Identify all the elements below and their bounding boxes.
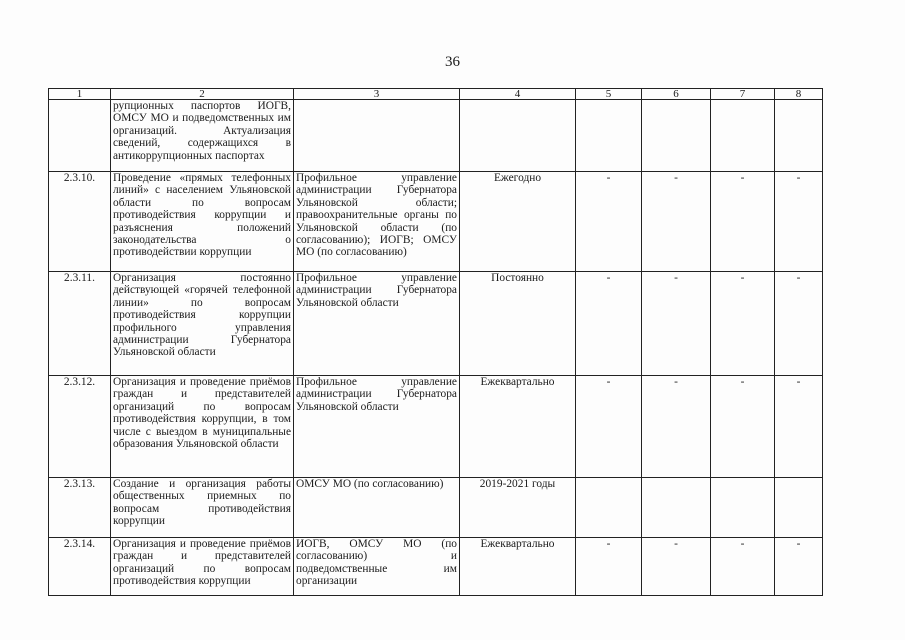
col7-cell: - bbox=[711, 538, 775, 596]
row-number bbox=[49, 100, 111, 172]
col5-cell: - bbox=[576, 272, 642, 376]
column-header-4: 4 bbox=[460, 89, 576, 100]
col6-cell: - bbox=[642, 172, 711, 272]
table-row bbox=[49, 478, 823, 538]
term-cell: Постоянно bbox=[460, 272, 576, 376]
col6-cell bbox=[642, 478, 711, 538]
term-cell: Ежеквартально bbox=[460, 538, 576, 596]
col8-cell: - bbox=[775, 272, 823, 376]
col6-cell bbox=[642, 100, 711, 172]
column-header-8: 8 bbox=[775, 89, 823, 100]
executor-cell: ИОГВ, ОМСУ МО (по согласованию) и подведомственные им организации bbox=[294, 538, 460, 596]
table-row bbox=[49, 376, 823, 478]
row-number: 2.3.12. bbox=[49, 376, 111, 478]
column-number-row bbox=[49, 89, 823, 100]
executor-cell bbox=[294, 100, 460, 172]
column-header-7: 7 bbox=[711, 89, 775, 100]
col7-cell bbox=[711, 478, 775, 538]
col7-cell bbox=[711, 100, 775, 172]
table-row bbox=[49, 172, 823, 272]
term-cell: Ежегодно bbox=[460, 172, 576, 272]
activity-cell: Проведение «прямых телефонных линий» с населением Ульяновской области по вопросам противодействия коррупции и разъяснения положений законодательства о противодействии коррупции bbox=[111, 172, 294, 272]
col7-cell: - bbox=[711, 172, 775, 272]
col6-cell: - bbox=[642, 376, 711, 478]
page-number: 36 bbox=[445, 54, 460, 70]
table-row bbox=[49, 538, 823, 596]
col5-cell: - bbox=[576, 172, 642, 272]
table-row bbox=[49, 100, 823, 172]
col8-cell bbox=[775, 478, 823, 538]
term-cell bbox=[460, 100, 576, 172]
activity-cell: Создание и организация работы общественных приемных по вопросам противодействия коррупции bbox=[111, 478, 294, 538]
executor-cell: ОМСУ МО (по согласованию) bbox=[294, 478, 460, 538]
row-number: 2.3.11. bbox=[49, 272, 111, 376]
measures-table bbox=[48, 88, 823, 596]
row-number: 2.3.14. bbox=[49, 538, 111, 596]
activity-cell: Организация и проведение приёмов граждан и представителей организаций по вопросам противодействия коррупции bbox=[111, 538, 294, 596]
col8-cell bbox=[775, 100, 823, 172]
col5-cell: - bbox=[576, 538, 642, 596]
col5-cell bbox=[576, 478, 642, 538]
col7-cell: - bbox=[711, 272, 775, 376]
col6-cell: - bbox=[642, 538, 711, 596]
column-header-3: 3 bbox=[294, 89, 460, 100]
column-header-5: 5 bbox=[576, 89, 642, 100]
activity-cell: Организация и проведение приёмов граждан и представителей организаций по вопросам противодействия коррупции, в том числе с выездом в муниципальные образования Ульяновской области bbox=[111, 376, 294, 478]
col7-cell: - bbox=[711, 376, 775, 478]
activity-cell: Организация постоянно действующей «горячей телефонной линии» по вопросам противодействия коррупции профильного управления администрации Губернатора Ульяновской области bbox=[111, 272, 294, 376]
row-number: 2.3.13. bbox=[49, 478, 111, 538]
executor-cell: Профильное управление администрации Губернатора Ульяновской области bbox=[294, 376, 460, 478]
term-cell: Ежеквартально bbox=[460, 376, 576, 478]
row-number: 2.3.10. bbox=[49, 172, 111, 272]
column-header-6: 6 bbox=[642, 89, 711, 100]
col5-cell: - bbox=[576, 376, 642, 478]
col6-cell: - bbox=[642, 272, 711, 376]
column-header-2: 2 bbox=[111, 89, 294, 100]
col8-cell: - bbox=[775, 376, 823, 478]
table-row bbox=[49, 272, 823, 376]
col5-cell bbox=[576, 100, 642, 172]
executor-cell: Профильное управление администрации Губернатора Ульяновской области bbox=[294, 272, 460, 376]
term-cell: 2019-2021 годы bbox=[460, 478, 576, 538]
col8-cell: - bbox=[775, 538, 823, 596]
column-header-1: 1 bbox=[49, 89, 111, 100]
col8-cell: - bbox=[775, 172, 823, 272]
activity-cell: рупционных паспортов ИОГВ, ОМСУ МО и подведомственных им организаций. Актуализация сведений, содержащихся в антикоррупционных паспортах bbox=[111, 100, 294, 172]
executor-cell: Профильное управление администрации Губернатора Ульяновской области; правоохранительные органы по Ульяновской области (по согласованию); ИОГВ; ОМСУ МО (по согласованию) bbox=[294, 172, 460, 272]
